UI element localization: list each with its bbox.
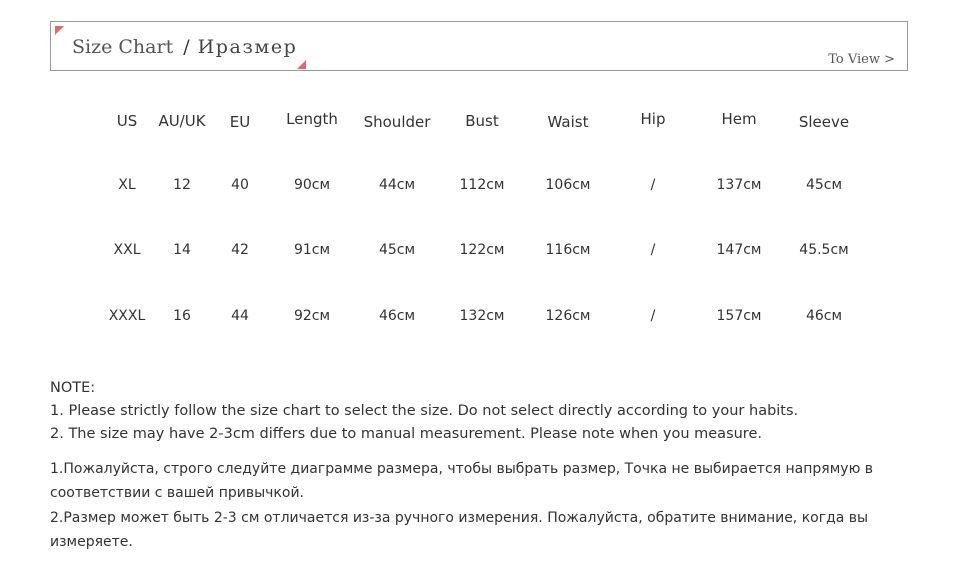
note-en-1: 1. Please strictly follow the size chart to select the size. Do not select directly according to your habits. <box>50 403 799 419</box>
table-cell: 40 <box>231 177 249 193</box>
column-header-bust: Bust <box>465 112 499 130</box>
note-en-2: 2. The size may have 2-3cm differs due to manual measurement. Please note when you measure. <box>50 426 762 442</box>
table-cell: 45см <box>805 177 843 193</box>
notes-russian <box>50 458 890 554</box>
column-header-hip: Hip <box>640 110 666 128</box>
table-cell: 137см <box>716 177 762 193</box>
table-cell: 147см <box>716 242 762 258</box>
column-header-hem: Hem <box>721 110 757 128</box>
table-cell: 91см <box>293 242 331 258</box>
note-ru-1: 1.Пожалуйста, строго следуйте диаграмме размера, чтобы выбрать размер, Точка не выбирается напрямую в соответствии с вашей привычкой. <box>50 461 874 501</box>
table-cell: 16 <box>173 308 191 324</box>
table-cell: 157см <box>716 308 762 324</box>
column-header-waist: Waist <box>547 113 589 131</box>
title-separator: / <box>183 36 190 58</box>
table-cell: 116см <box>545 242 591 258</box>
table-cell: 122см <box>459 242 505 258</box>
table-cell: 14 <box>173 242 191 258</box>
title-english: Size Chart <box>72 36 174 58</box>
table-cell: 132см <box>459 308 505 324</box>
table-cell: 92см <box>293 308 331 324</box>
column-header-sleeve: Sleeve <box>798 113 850 131</box>
table-cell: 46см <box>378 308 416 324</box>
title-russian: Иразмер <box>197 36 298 58</box>
table-cell: 112см <box>459 177 505 193</box>
table-cell: 126см <box>545 308 591 324</box>
table-cell: 42 <box>231 242 249 258</box>
table-cell: / <box>650 177 656 193</box>
table-cell: / <box>650 242 656 258</box>
table-cell: 106см <box>545 177 591 193</box>
column-header-au-uk: AU/UK <box>158 112 206 130</box>
table-cell: XXXL <box>108 308 146 324</box>
table-cell: 46см <box>805 308 843 324</box>
table-cell: 45см <box>378 242 416 258</box>
column-header-shoulder: Shoulder <box>363 113 431 131</box>
table-cell: 45.5см <box>799 242 849 258</box>
table-cell: XL <box>118 177 136 193</box>
notes-section <box>50 377 910 554</box>
table-cell: 44см <box>378 177 416 193</box>
to-view-link[interactable]: To View > <box>828 52 895 67</box>
column-header-us: US <box>116 112 138 130</box>
table-cell: 12 <box>173 177 191 193</box>
note-ru-2: 2.Размер может быть 2-3 см отличается из-за ручного измерения. Пожалуйста, обратите внимание, когда вы измеряете. <box>50 510 869 550</box>
table-cell: XXL <box>113 242 141 258</box>
table-cell: 90см <box>293 177 331 193</box>
column-header-eu: EU <box>229 113 251 131</box>
table-cell: / <box>650 308 656 324</box>
notes-heading: NOTE: <box>50 380 96 396</box>
table-cell: 44 <box>231 308 249 324</box>
column-header-length: Length <box>286 110 338 128</box>
